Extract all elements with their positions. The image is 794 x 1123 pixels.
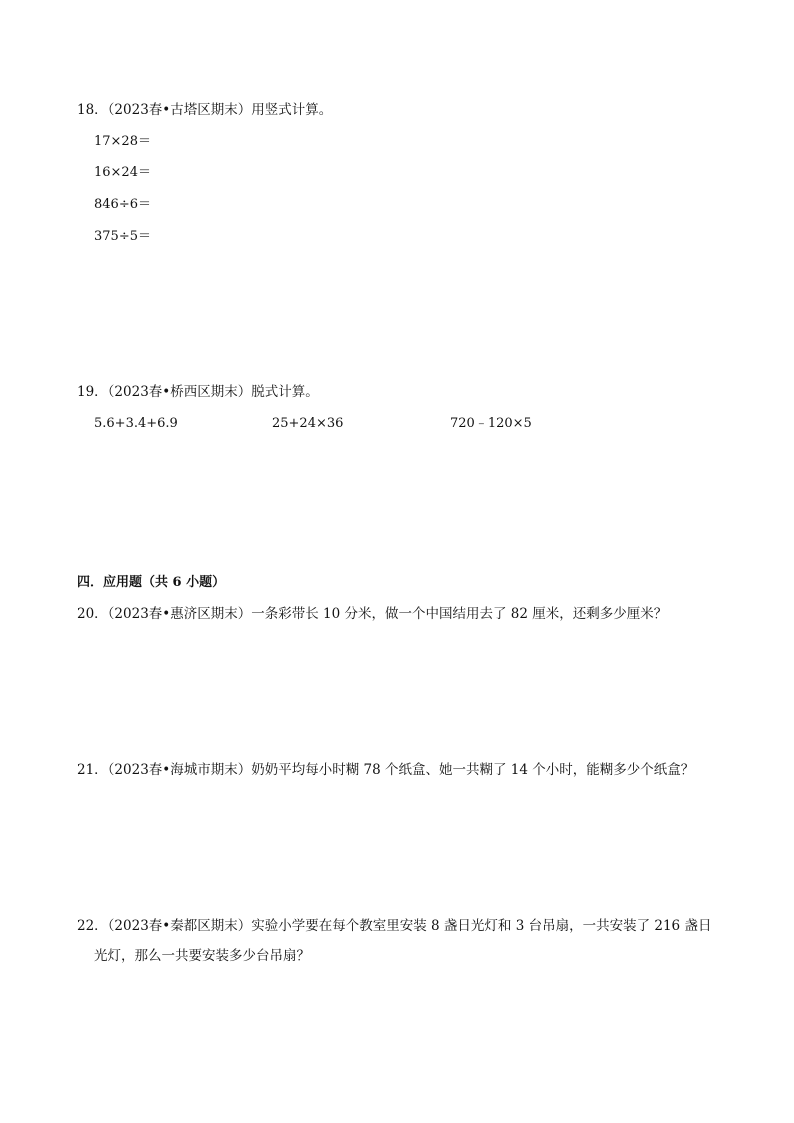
question-18-title: 18．（2023春•古塔区期末）用竖式计算。 xyxy=(77,102,333,118)
q18-item-3: 846÷6＝ xyxy=(94,197,151,212)
question-19-title: 19．（2023春•桥西区期末）脱式计算。 xyxy=(77,384,319,400)
q19-expr-2: 25+24×36 xyxy=(272,416,344,431)
question-20-title: 20．（2023春•惠济区期末）一条彩带长 10 分米，做一个中国结用去了 82 厘米，还剩多少厘米？ xyxy=(77,606,668,622)
question-22-line-2: 光灯，那么一共要安装多少台吊扇？ xyxy=(94,948,310,964)
q18-item-1: 17×28＝ xyxy=(94,134,151,149)
q18-item-4: 375÷5＝ xyxy=(94,229,151,244)
question-22-line-1: 22．（2023春•秦都区期末）实验小学要在每个教室里安装 8 盏日光灯和 3 台吊扇，一共安装了 216 盏日 xyxy=(77,918,712,934)
section-heading: 四．应用题（共 6 小题） xyxy=(77,575,226,590)
q19-expr-3: 720﹣120×5 xyxy=(450,416,532,431)
question-21-title: 21．（2023春•海城市期末）奶奶平均每小时糊 78 个纸盒、她一共糊了 14 个小时，能糊多少个纸盒？ xyxy=(77,762,695,778)
q19-expr-1: 5.6+3.4+6.9 xyxy=(94,416,178,431)
q18-item-2: 16×24＝ xyxy=(94,165,151,180)
